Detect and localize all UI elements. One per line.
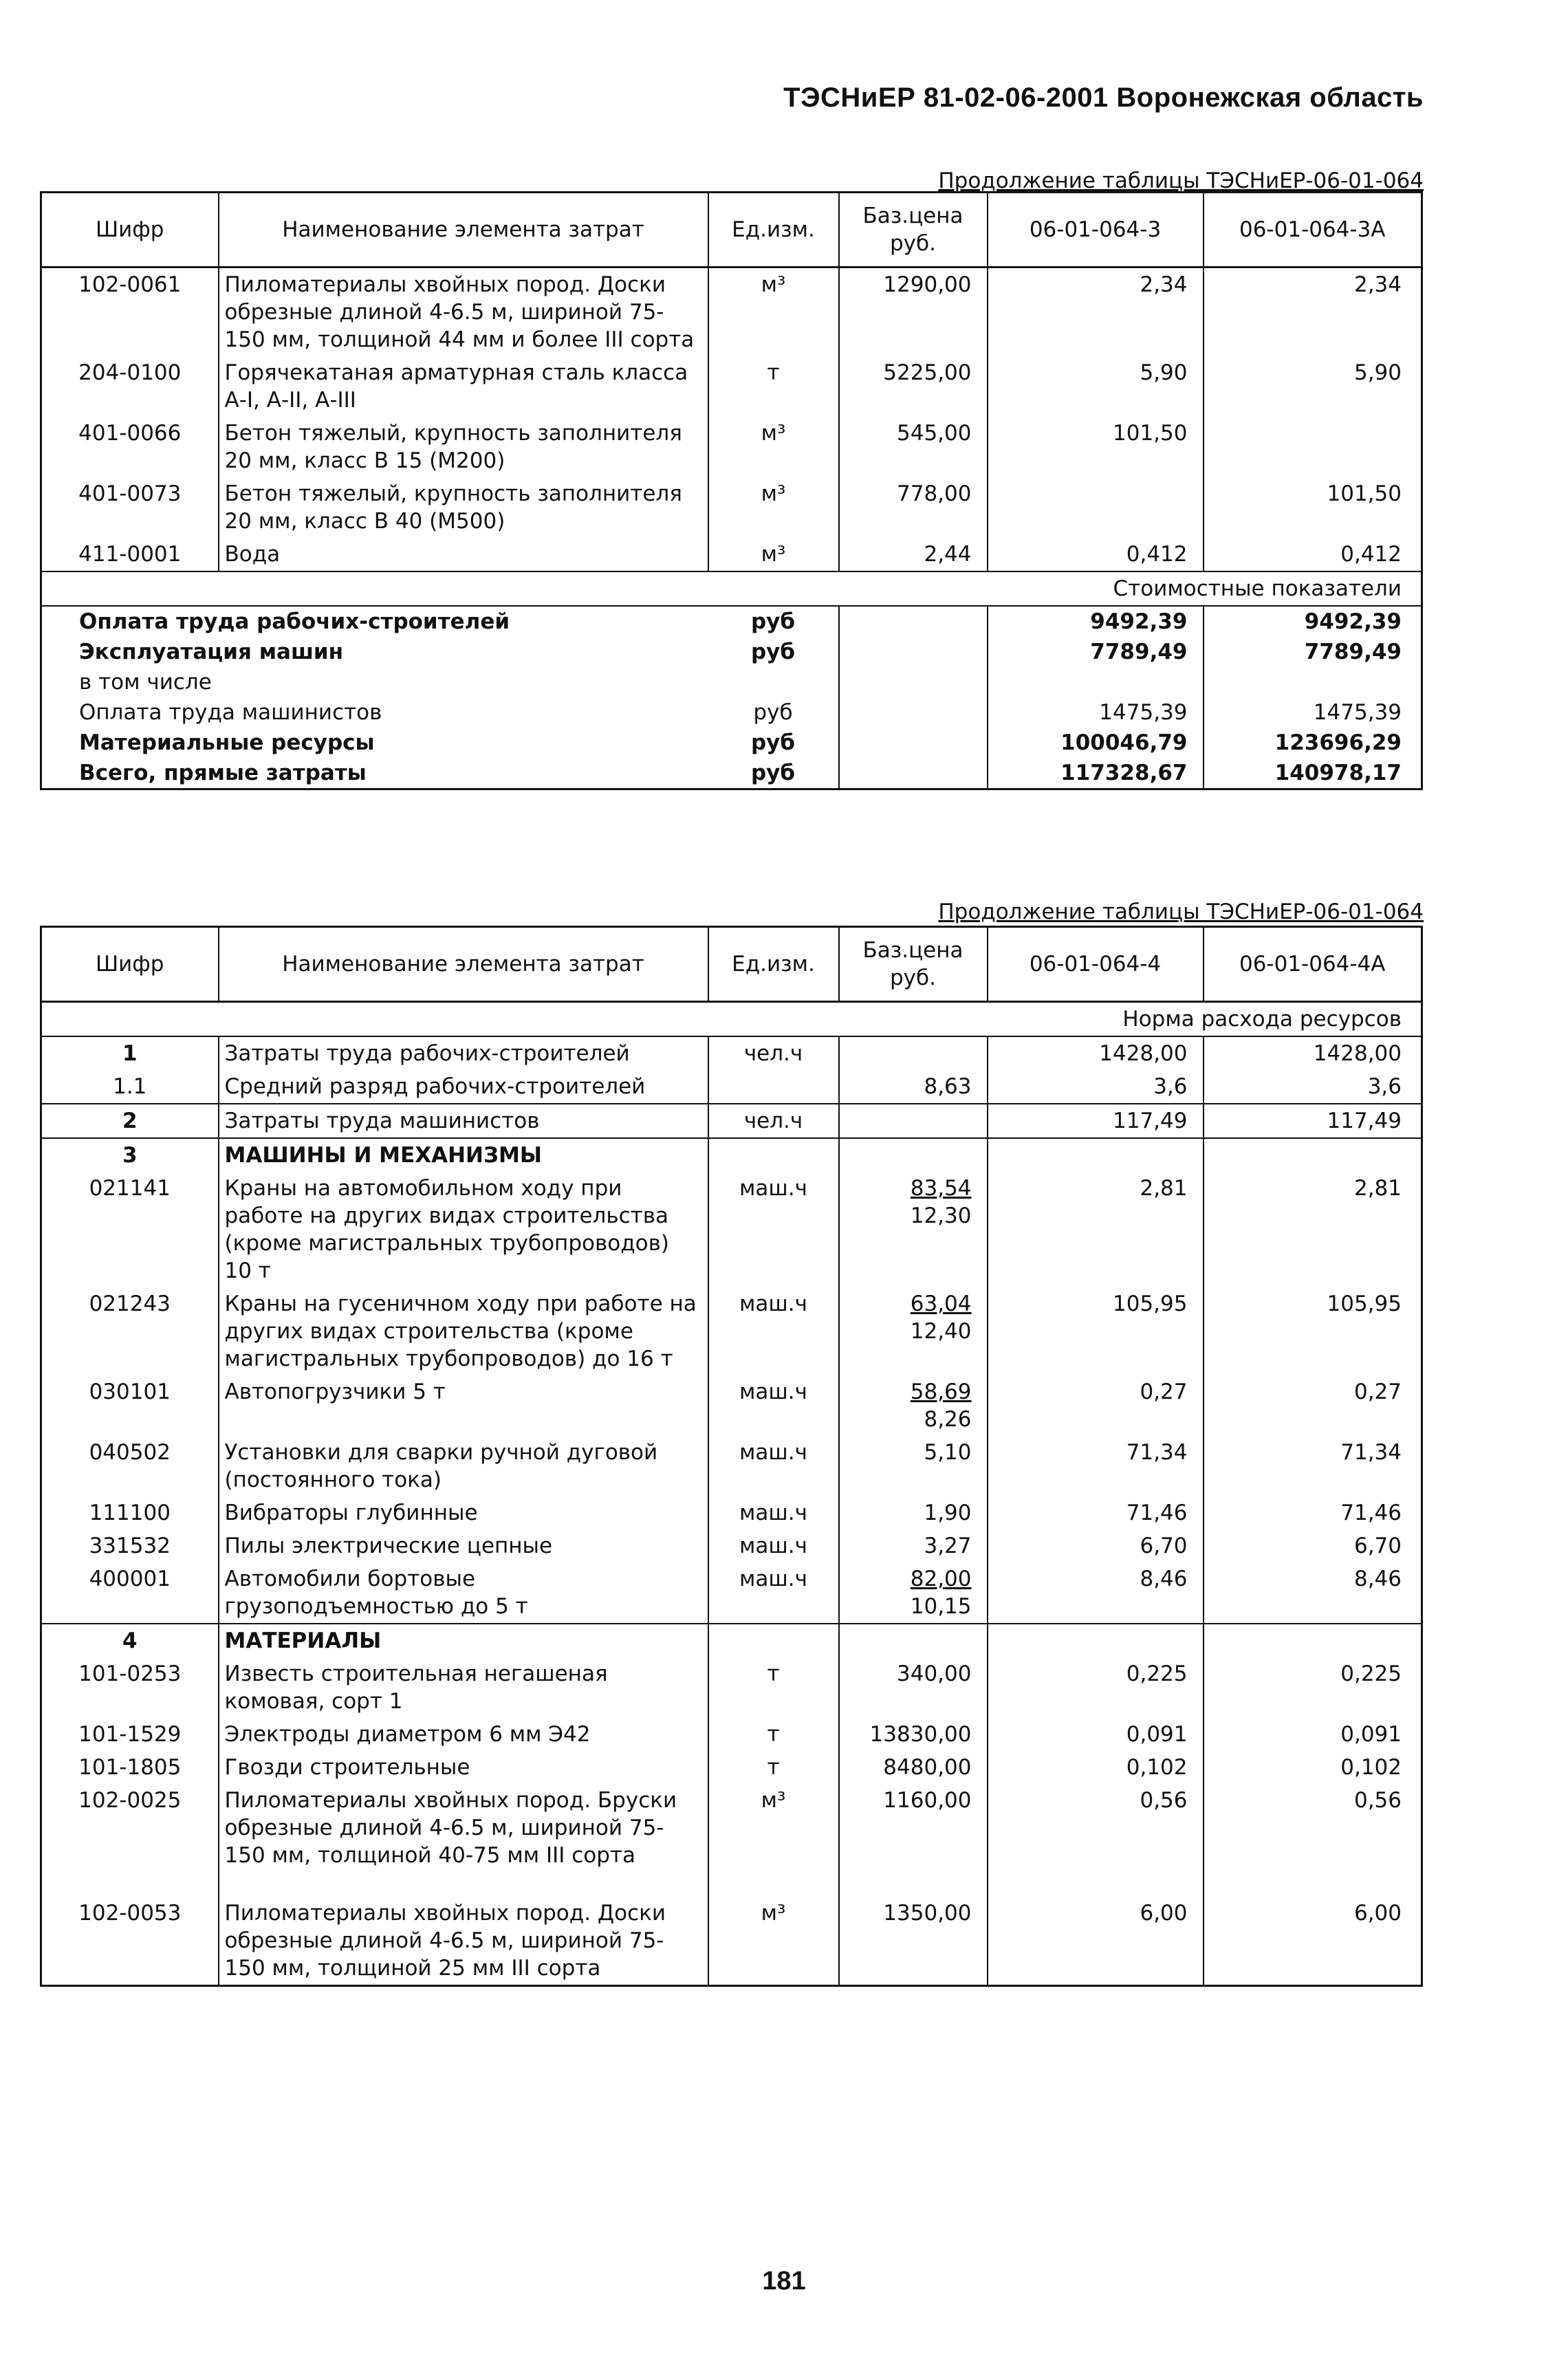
summary-unit: руб bbox=[708, 606, 839, 637]
summary-price bbox=[839, 758, 988, 789]
table-row bbox=[41, 1436, 1422, 1496]
table-row bbox=[41, 1496, 1422, 1529]
cell-unit: маш.ч bbox=[708, 1172, 839, 1287]
band-row bbox=[41, 571, 1422, 606]
summary-price bbox=[839, 606, 988, 637]
cell-unit bbox=[708, 1070, 839, 1104]
summary-value-1 bbox=[988, 667, 1204, 697]
price-total: 83,54 bbox=[910, 1176, 972, 1201]
cell-unit: т bbox=[708, 356, 839, 417]
cell-name: Вода bbox=[219, 538, 708, 571]
cell-code: 2 bbox=[41, 1104, 219, 1138]
cell-value-1: 101,50 bbox=[988, 417, 1204, 477]
cell-name: Средний разряд рабочих-строителей bbox=[219, 1070, 708, 1104]
col-header-name: Наименование элемента затрат bbox=[219, 927, 708, 1002]
summary-name: Оплата труда рабочих-строителей bbox=[79, 609, 510, 634]
cell-price: 2,44 bbox=[839, 538, 988, 571]
summary-unit: руб bbox=[708, 728, 839, 758]
table-row bbox=[41, 1070, 1422, 1104]
cell-value-1: 6,00 bbox=[988, 1897, 1204, 1986]
cell-price: 340,00 bbox=[839, 1657, 988, 1718]
table2 bbox=[40, 926, 1423, 1987]
cell-price bbox=[839, 1138, 988, 1172]
cell-unit: м³ bbox=[708, 1784, 839, 1897]
summary-unit: руб bbox=[708, 697, 839, 728]
summary-row bbox=[41, 697, 1422, 728]
cell-value-1 bbox=[988, 1624, 1204, 1657]
cell-value-2: 3,6 bbox=[1367, 1074, 1402, 1099]
summary-value-1: 100046,79 bbox=[988, 728, 1204, 758]
cell-code: 3 bbox=[41, 1138, 219, 1172]
cell-code: 401-0073 bbox=[41, 477, 219, 538]
summary-value-1: 117328,67 bbox=[988, 758, 1204, 789]
table-row bbox=[41, 268, 1422, 357]
table-row bbox=[41, 1751, 1422, 1784]
cell-value-1: 3,6 bbox=[988, 1070, 1204, 1104]
cell-value-2: 5,90 bbox=[1353, 360, 1402, 385]
cell-price: 5,10 bbox=[839, 1436, 988, 1496]
cell-price: 5225,00 bbox=[839, 356, 988, 417]
cell-price bbox=[839, 1287, 988, 1375]
price-labor: 12,40 bbox=[910, 1319, 972, 1344]
cell-price bbox=[839, 1172, 988, 1287]
table2-continuation-label: Продолжение таблицы ТЭСНиЕР-06-01-064 bbox=[938, 900, 1424, 924]
cell-value-1: 0,412 bbox=[988, 538, 1204, 571]
cell-unit: маш.ч bbox=[708, 1562, 839, 1624]
cell-name: Гвозди строительные bbox=[219, 1751, 708, 1784]
cell-unit: м³ bbox=[708, 477, 839, 538]
summary-row bbox=[41, 758, 1422, 789]
cell-value-1: 8,46 bbox=[988, 1562, 1204, 1624]
summary-price bbox=[839, 697, 988, 728]
summary-value-1: 7789,49 bbox=[988, 637, 1204, 667]
cell-price: 1290,00 bbox=[839, 268, 988, 357]
summary-value-2: 123696,29 bbox=[1274, 730, 1402, 755]
cell-name: Электроды диаметром 6 мм Э42 bbox=[219, 1718, 708, 1751]
summary-row bbox=[41, 637, 1422, 667]
cell-value-2 bbox=[1204, 417, 1422, 477]
cell-name: Пиломатериалы хвойных пород. Доски обрезные длиной 4-6.5 м, шириной 75-150 мм, толщиной 44 мм и более III сорта bbox=[219, 268, 708, 357]
summary-value-1: 9492,39 bbox=[988, 606, 1204, 637]
section-row bbox=[41, 1138, 1422, 1172]
cell-code: 101-1805 bbox=[41, 1751, 219, 1784]
cell-name: Краны на автомобильном ходу при работе на других видах строительства (кроме магистральных трубопроводов) 10 т bbox=[219, 1172, 708, 1287]
band-label-norms: Норма расхода ресурсов bbox=[41, 1002, 1422, 1037]
cell-value-1: 0,27 bbox=[988, 1375, 1204, 1436]
cell-value-2: 8,46 bbox=[1353, 1567, 1402, 1591]
band-row bbox=[41, 1002, 1422, 1037]
cell-value-2: 0,412 bbox=[1340, 542, 1402, 567]
cell-code: 4 bbox=[41, 1624, 219, 1657]
col-header-norm-1: 06-01-064-3 bbox=[988, 193, 1204, 268]
cell-code: 1 bbox=[41, 1036, 219, 1070]
summary-name: Материальные ресурсы bbox=[79, 730, 375, 755]
cell-value-2: 0,091 bbox=[1340, 1722, 1402, 1747]
table1-header-row bbox=[41, 193, 1422, 268]
summary-name: Эксплуатация машин bbox=[79, 640, 344, 664]
table2-header-row bbox=[41, 927, 1422, 1002]
cell-unit: маш.ч bbox=[708, 1529, 839, 1562]
cell-unit: м³ bbox=[708, 538, 839, 571]
cell-value-1: 2,34 bbox=[988, 268, 1204, 357]
summary-value-2: 7789,49 bbox=[1304, 640, 1402, 664]
cell-name: Бетон тяжелый, крупность заполнителя 20 мм, класс В 15 (М200) bbox=[219, 417, 708, 477]
summary-value-2: 140978,17 bbox=[1274, 761, 1402, 785]
table1 bbox=[40, 191, 1423, 790]
cell-value-1: 105,95 bbox=[988, 1287, 1204, 1375]
table-row bbox=[41, 1375, 1422, 1436]
col-header-norm-2: 06-01-064-3А bbox=[1204, 193, 1422, 268]
cell-code: 111100 bbox=[41, 1496, 219, 1529]
summary-unit: руб bbox=[708, 637, 839, 667]
cell-value-2: 71,46 bbox=[1340, 1501, 1402, 1525]
cell-price: 8480,00 bbox=[839, 1751, 988, 1784]
summary-name: в том числе bbox=[79, 670, 212, 695]
cell-value-2: 2,81 bbox=[1353, 1176, 1402, 1201]
cell-value-2: 1428,00 bbox=[1313, 1041, 1402, 1066]
table-row bbox=[41, 1897, 1422, 1986]
cell-price bbox=[839, 1624, 988, 1657]
band-label-cost: Стоимостные показатели bbox=[41, 571, 1422, 606]
cell-value-2 bbox=[1204, 1624, 1422, 1657]
summary-price bbox=[839, 728, 988, 758]
cell-code: 1.1 bbox=[41, 1070, 219, 1104]
cell-unit: маш.ч bbox=[708, 1436, 839, 1496]
cell-price: 13830,00 bbox=[839, 1718, 988, 1751]
cell-value-2: 2,34 bbox=[1353, 272, 1402, 297]
cell-value-1: 0,56 bbox=[988, 1784, 1204, 1897]
cell-value-2: 6,70 bbox=[1353, 1534, 1402, 1558]
cell-name: Установки для сварки ручной дуговой (постоянного тока) bbox=[219, 1436, 708, 1496]
cell-value-2: 105,95 bbox=[1327, 1292, 1402, 1316]
summary-name: Оплата труда машинистов bbox=[79, 700, 382, 725]
cell-value-1 bbox=[988, 1138, 1204, 1172]
summary-value-2 bbox=[1204, 667, 1422, 697]
cell-unit bbox=[708, 1138, 839, 1172]
cell-unit: чел.ч bbox=[708, 1104, 839, 1138]
table-row bbox=[41, 1036, 1422, 1070]
price-total: 63,04 bbox=[910, 1292, 972, 1316]
cell-price: 1350,00 bbox=[839, 1897, 988, 1986]
summary-row bbox=[41, 606, 1422, 637]
cell-name: Пиломатериалы хвойных пород. Доски обрезные длиной 4-6.5 м, шириной 75-150 мм, толщиной 25 мм III сорта bbox=[219, 1897, 708, 1986]
col-header-code: Шифр bbox=[41, 927, 219, 1002]
col-header-norm-2: 06-01-064-4А bbox=[1204, 927, 1422, 1002]
cell-name: Бетон тяжелый, крупность заполнителя 20 мм, класс В 40 (М500) bbox=[219, 477, 708, 538]
cell-value-2: 0,56 bbox=[1353, 1788, 1402, 1813]
price-labor: 12,30 bbox=[910, 1203, 972, 1228]
document-header: ТЭСНиЕР 81-02-06-2001 Воронежская область bbox=[783, 83, 1424, 113]
cell-price bbox=[839, 1036, 988, 1070]
cell-value-2: 0,102 bbox=[1340, 1755, 1402, 1780]
cell-name: Автомобили бортовые грузоподъемностью до 5 т bbox=[219, 1562, 708, 1624]
cell-code: 021243 bbox=[41, 1287, 219, 1375]
cell-unit: т bbox=[708, 1751, 839, 1784]
table-row bbox=[41, 538, 1422, 571]
cell-value-1: 5,90 bbox=[988, 356, 1204, 417]
cell-name: Затраты труда рабочих-строителей bbox=[219, 1036, 708, 1070]
cell-unit: т bbox=[708, 1657, 839, 1718]
cell-name: Вибраторы глубинные bbox=[219, 1496, 708, 1529]
cell-price: 545,00 bbox=[839, 417, 988, 477]
cell-value-2: 71,34 bbox=[1340, 1440, 1402, 1465]
page-number: 181 bbox=[762, 2267, 806, 2296]
cell-code: 204-0100 bbox=[41, 356, 219, 417]
cell-name: Известь строительная негашеная комовая, сорт 1 bbox=[219, 1657, 708, 1718]
summary-unit bbox=[708, 667, 839, 697]
cell-name: Автопогрузчики 5 т bbox=[219, 1375, 708, 1436]
cell-unit: м³ bbox=[708, 1897, 839, 1986]
cell-code: 331532 bbox=[41, 1529, 219, 1562]
summary-name: Всего, прямые затраты bbox=[79, 761, 367, 785]
cell-price bbox=[839, 1104, 988, 1138]
summary-row bbox=[41, 667, 1422, 697]
table-row bbox=[41, 1287, 1422, 1375]
table-row bbox=[41, 1562, 1422, 1624]
cell-value-1: 1428,00 bbox=[988, 1036, 1204, 1070]
cell-code: 102-0061 bbox=[41, 268, 219, 357]
price-labor: 10,15 bbox=[910, 1594, 972, 1619]
cell-price: 8,63 bbox=[839, 1070, 988, 1104]
cell-value-2: 101,50 bbox=[1327, 481, 1402, 506]
cell-value-1: 2,81 bbox=[988, 1172, 1204, 1287]
summary-row bbox=[41, 728, 1422, 758]
cell-code: 411-0001 bbox=[41, 538, 219, 571]
cell-code: 400001 bbox=[41, 1562, 219, 1624]
cell-price: 1160,00 bbox=[839, 1784, 988, 1897]
col-header-unit: Ед.изм. bbox=[708, 927, 839, 1002]
cell-code: 102-0053 bbox=[41, 1897, 219, 1986]
cell-value-1: 6,70 bbox=[988, 1529, 1204, 1562]
cell-unit: маш.ч bbox=[708, 1287, 839, 1375]
col-header-unit: Ед.изм. bbox=[708, 193, 839, 268]
cell-name: Горячекатаная арматурная сталь класса А-I, А-II, А-III bbox=[219, 356, 708, 417]
col-header-norm-1: 06-01-064-4 bbox=[988, 927, 1204, 1002]
table-row bbox=[41, 356, 1422, 417]
cell-value-1: 117,49 bbox=[988, 1104, 1204, 1138]
summary-value-2: 9492,39 bbox=[1304, 609, 1402, 634]
cell-name: Пиломатериалы хвойных пород. Бруски обрезные длиной 4-6.5 м, шириной 75-150 мм, толщиной 40-75 мм III сорта bbox=[219, 1784, 708, 1897]
table-row bbox=[41, 1172, 1422, 1287]
cell-unit: т bbox=[708, 1718, 839, 1751]
cell-unit: м³ bbox=[708, 268, 839, 357]
price-total: 58,69 bbox=[910, 1380, 972, 1404]
table-row bbox=[41, 417, 1422, 477]
table-row bbox=[41, 1104, 1422, 1138]
cell-name: Пилы электрические цепные bbox=[219, 1529, 708, 1562]
summary-unit: руб bbox=[708, 758, 839, 789]
cell-code: 101-1529 bbox=[41, 1718, 219, 1751]
cell-code: 030101 bbox=[41, 1375, 219, 1436]
cell-name: Краны на гусеничном ходу при работе на других видах строительства (кроме магистральных трубопроводов) до 16 т bbox=[219, 1287, 708, 1375]
price-total: 82,00 bbox=[910, 1567, 972, 1591]
table-row bbox=[41, 477, 1422, 538]
col-header-price: Баз.цена руб. bbox=[839, 927, 988, 1002]
table-row bbox=[41, 1718, 1422, 1751]
cell-code: 021141 bbox=[41, 1172, 219, 1287]
summary-value-2: 1475,39 bbox=[1313, 700, 1402, 725]
col-header-code: Шифр bbox=[41, 193, 219, 268]
col-header-price: Баз.цена руб. bbox=[839, 193, 988, 268]
cell-value-2: 117,49 bbox=[1204, 1104, 1422, 1138]
cell-price: 778,00 bbox=[839, 477, 988, 538]
cell-value-2: 0,225 bbox=[1340, 1661, 1402, 1686]
cell-price bbox=[839, 1375, 988, 1436]
cell-value-1 bbox=[988, 477, 1204, 538]
price-labor: 8,26 bbox=[924, 1407, 972, 1432]
col-header-name: Наименование элемента затрат bbox=[219, 193, 708, 268]
cell-code: 401-0066 bbox=[41, 417, 219, 477]
summary-value-1: 1475,39 bbox=[988, 697, 1204, 728]
cell-code: 101-0253 bbox=[41, 1657, 219, 1718]
summary-price bbox=[839, 637, 988, 667]
cell-value-1: 0,091 bbox=[988, 1718, 1204, 1751]
table1-continuation-label: Продолжение таблицы ТЭСНиЕР-06-01-064 bbox=[938, 168, 1424, 193]
cell-price: 3,27 bbox=[839, 1529, 988, 1562]
cell-unit: маш.ч bbox=[708, 1496, 839, 1529]
cell-unit: м³ bbox=[708, 417, 839, 477]
cell-unit: чел.ч bbox=[708, 1036, 839, 1070]
cell-value-1: 0,225 bbox=[988, 1657, 1204, 1718]
cell-value-1: 0,102 bbox=[988, 1751, 1204, 1784]
section-title: МАШИНЫ И МЕХАНИЗМЫ bbox=[219, 1138, 708, 1172]
section-row bbox=[41, 1624, 1422, 1657]
cell-value-1: 71,46 bbox=[988, 1496, 1204, 1529]
table-row bbox=[41, 1529, 1422, 1562]
cell-code: 102-0025 bbox=[41, 1784, 219, 1897]
section-title: МАТЕРИАЛЫ bbox=[219, 1624, 708, 1657]
cell-value-2 bbox=[1204, 1138, 1422, 1172]
cell-value-2: 6,00 bbox=[1353, 1901, 1402, 1926]
table-row bbox=[41, 1657, 1422, 1718]
summary-price bbox=[839, 667, 988, 697]
cell-price bbox=[839, 1562, 988, 1624]
cell-value-1: 71,34 bbox=[988, 1436, 1204, 1496]
cell-unit bbox=[708, 1624, 839, 1657]
cell-value-2: 0,27 bbox=[1353, 1380, 1402, 1404]
cell-price: 1,90 bbox=[839, 1496, 988, 1529]
table-row bbox=[41, 1784, 1422, 1897]
cell-unit: маш.ч bbox=[708, 1375, 839, 1436]
cell-name: Затраты труда машинистов bbox=[219, 1104, 708, 1138]
cell-code: 040502 bbox=[41, 1436, 219, 1496]
